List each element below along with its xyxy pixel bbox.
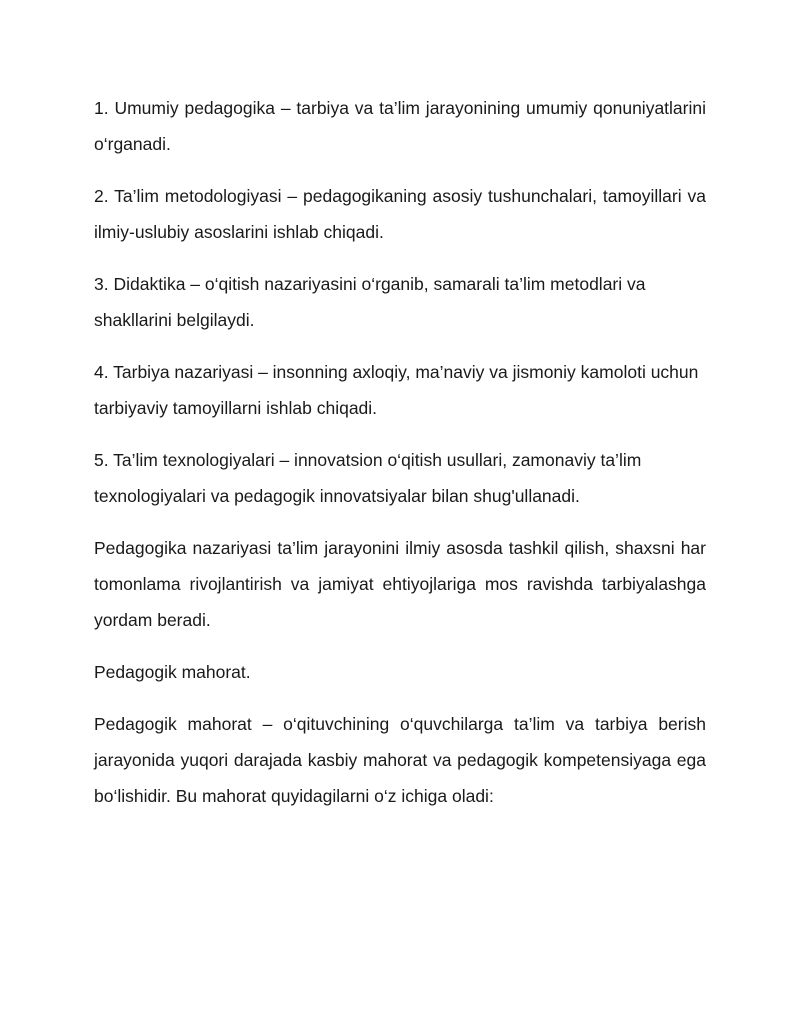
paragraph-4: 4. Tarbiya nazariyasi – insonning axloqiy, ma’naviy va jismoniy kamoloti uchun tarbiyaviy tamoyillarni ishlab chiqadi. [94, 362, 699, 418]
document-page [94, 90, 706, 830]
section-heading: Pedagogik mahorat. [94, 662, 251, 682]
paragraph-6: Pedagogika nazariyasi ta’lim jarayonini ilmiy asosda tashkil qilish, shaxsni har tomonlama rivojlantirish va jamiyat ehtiyojlariga mos ravishda tarbiyalashga yordam beradi. [94, 538, 706, 630]
paragraph-2: 2. Ta’lim metodologiyasi – pedagogikaning asosiy tushunchalari, tamoyillari va ilmiy-uslubiy asoslarini ishlab chiqadi. [94, 186, 706, 242]
paragraph-1: 1. Umumiy pedagogika – tarbiya va ta’lim jarayonining umumiy qonuniyatlarini o‘rganadi. [94, 98, 706, 154]
paragraph-3: 3. Didaktika – o‘qitish nazariyasini o‘rganib, samarali ta’lim metodlari va shakllarini belgilaydi. [94, 274, 646, 330]
paragraph-8: Pedagogik mahorat – o‘qituvchining o‘quvchilarga ta’lim va tarbiya berish jarayonida yuqori darajada kasbiy mahorat va pedagogik kompetensiyaga ega bo‘lishidir. Bu mahorat quyidagilarni o‘z ichiga oladi: [94, 714, 706, 806]
paragraph-5: 5. Ta’lim texnologiyalari – innovatsion o‘qitish usullari, zamonaviy ta’lim texnologiyalari va pedagogik innovatsiyalar bilan shug'ullanadi. [94, 450, 642, 506]
